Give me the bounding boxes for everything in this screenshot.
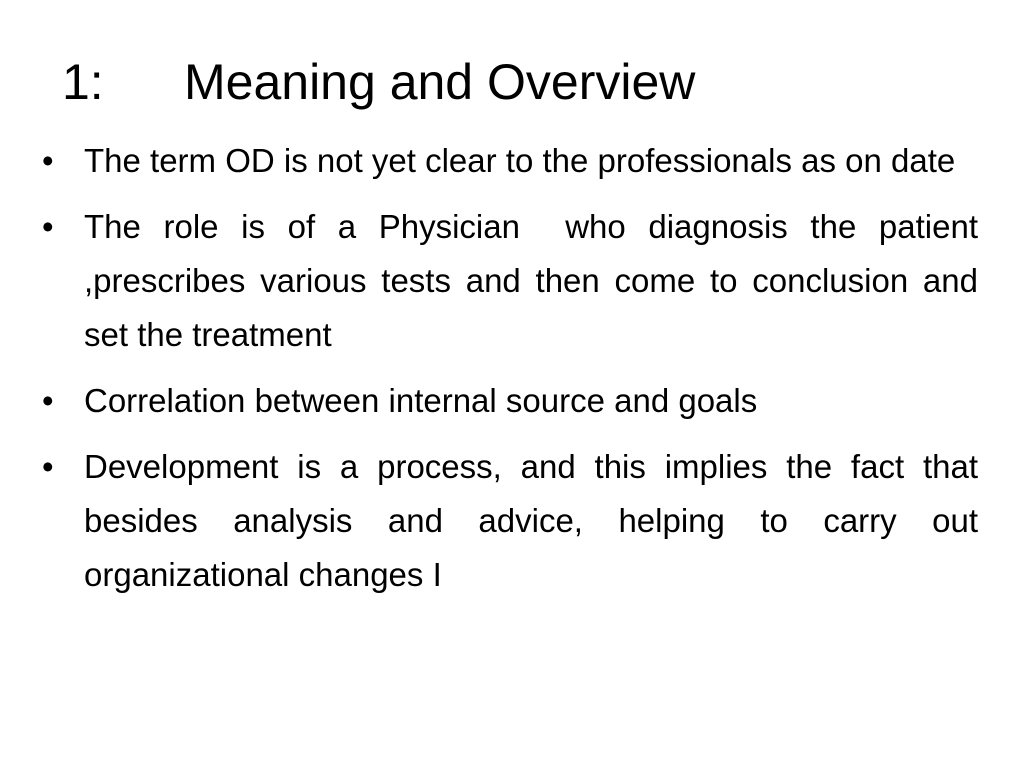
bullet-dot-icon: • — [42, 448, 54, 485]
bullet-item — [40, 440, 978, 602]
bullet-item — [40, 134, 978, 188]
bullet-text: Development is a process, and this implies the fact that besides analysis and advice, helping to carry out organizational changes I — [84, 448, 978, 593]
bullet-dot-icon: • — [42, 382, 54, 419]
bullet-text: Correlation between internal source and goals — [84, 382, 758, 419]
bullet-list — [40, 134, 988, 614]
bullet-item — [40, 200, 988, 362]
bullet-text: The term OD is not yet clear to the professionals as on date — [84, 142, 956, 179]
bullet-dot-icon: • — [42, 142, 54, 179]
bullet-text: The role is of a Physician who diagnosis the patient ,prescribes various tests and then come to conclusion and set the treatment — [84, 208, 988, 353]
bullet-item — [40, 374, 978, 428]
slide-title — [62, 46, 695, 118]
slide-title-number: 1: — [62, 54, 104, 110]
slide-title-text: Meaning and Overview — [184, 54, 696, 110]
bullet-dot-icon: • — [42, 208, 54, 245]
